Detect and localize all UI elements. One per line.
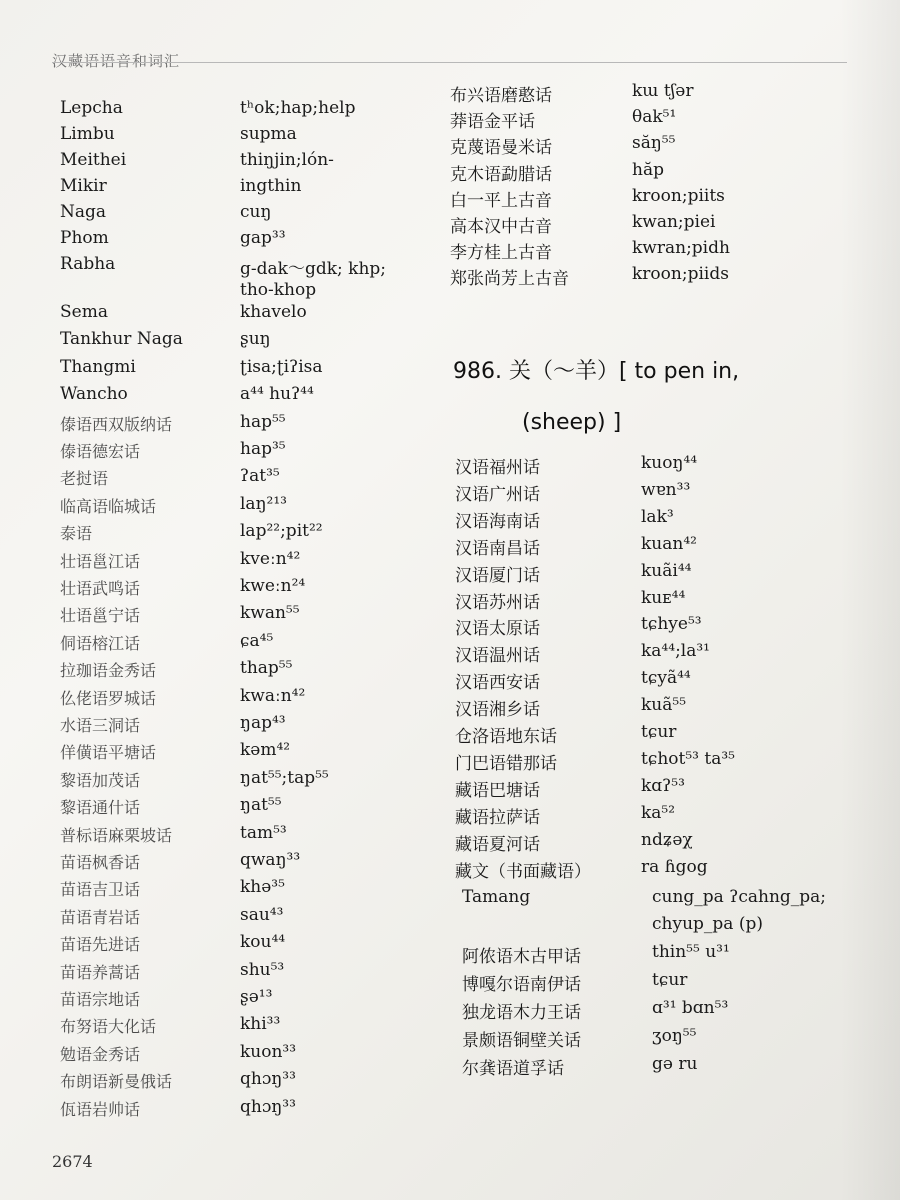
- header-rule: [52, 62, 847, 63]
- entry-language: 汉语福州话: [455, 458, 540, 478]
- entry-form: tʰok;hap;help: [240, 98, 356, 118]
- entry-language: 藏文（书面藏语）: [455, 861, 591, 882]
- entry-language: 壮语邕江话: [60, 551, 141, 571]
- entry-language: 佤语岩帅话: [60, 1099, 141, 1119]
- entry-form: supma: [240, 124, 297, 144]
- entry-form: kroon;piits: [632, 185, 725, 206]
- entry-language: 李方桂上古音: [450, 243, 552, 264]
- entry-form: thiŋjin;lón-: [240, 150, 334, 170]
- entry-form: ʂə¹³: [240, 987, 273, 1007]
- entry-form: ʈisa;ʈiʔisa: [240, 356, 323, 377]
- entry-form: lak³: [641, 506, 674, 527]
- entry-form: kuon³³: [240, 1041, 297, 1062]
- entry-language: 苗语养蒿话: [60, 962, 141, 982]
- entry-form: thin⁵⁵ u³¹: [652, 942, 730, 962]
- entry-form: θak⁵¹: [632, 107, 677, 128]
- entry-language: 普标语麻栗坡话: [60, 825, 173, 845]
- entry-form: ka⁴⁴;la³¹: [641, 641, 710, 662]
- entry-form: kveːn⁴²: [240, 548, 301, 569]
- entry-language: 高本汉中古音: [450, 217, 552, 237]
- entry-form: kuãi⁴⁴: [641, 560, 692, 581]
- entry-language: 壮语邕宁话: [60, 606, 141, 626]
- entry-language: 老挝语: [60, 469, 109, 489]
- entry-language: 布努语大化话: [60, 1017, 157, 1037]
- entry-language: Tankhur Naga: [60, 329, 183, 350]
- entry-language: 克木语勐腊话: [450, 164, 552, 185]
- entry-language: 苗语宗地话: [60, 990, 141, 1009]
- entry-language: 傣语西双版纳话: [60, 414, 173, 434]
- entry-form: ʂuŋ: [240, 329, 271, 350]
- entry-form: a⁴⁴ huʔ⁴⁴: [240, 384, 314, 405]
- entry-form: hap⁵⁵: [240, 411, 286, 432]
- entry-language: 汉语苏州话: [455, 592, 540, 613]
- running-header: 汉藏语语音和词汇: [52, 52, 181, 70]
- entry-form: kroon;piids: [632, 264, 729, 285]
- entry-form: tam⁵³: [240, 822, 287, 843]
- entry-language: 独龙语木力王话: [462, 1003, 581, 1023]
- entry-language: 汉语温州话: [455, 646, 540, 667]
- entry-language: 克蔑语曼米话: [450, 138, 552, 159]
- entry-language: Sema: [60, 302, 108, 322]
- entry-language: 汉语太原话: [455, 619, 540, 640]
- entry-language: 汉语西安话: [455, 673, 540, 694]
- page-number: 2674: [52, 1152, 93, 1171]
- entry-language: 莽语金平话: [450, 112, 535, 133]
- entry-language: Wancho: [60, 384, 128, 405]
- entry-form: kuan⁴²: [641, 533, 697, 554]
- entry-language: 黎语通什话: [60, 798, 141, 818]
- entry-language: 汉语海南话: [455, 511, 540, 532]
- entry-form: kwan⁵⁵: [240, 603, 300, 624]
- entry-form: hăp: [632, 159, 664, 180]
- entry-form: tɕyã⁴⁴: [641, 668, 691, 689]
- entry-form: khə³⁵: [240, 877, 285, 898]
- entry-language: 景颇语铜壁关话: [462, 1031, 581, 1051]
- entry-form: kɯ tʃər: [632, 81, 694, 101]
- entry-language: 汉语南昌话: [455, 538, 540, 559]
- entry-form: kou⁴⁴: [240, 932, 286, 953]
- entry-form: ŋat⁵⁵;tap⁵⁵: [240, 767, 329, 788]
- entry-form: ŋap⁴³: [240, 713, 286, 733]
- entry-form: ingthin: [240, 176, 302, 196]
- entry-form: ra ɦgog: [641, 856, 708, 877]
- entry-language: 勉语金秀话: [60, 1044, 141, 1064]
- entry-language: 水语三洞话: [60, 716, 141, 735]
- entry-form: ŋat⁵⁵: [240, 795, 282, 816]
- entry-form: kwaːn⁴²: [240, 685, 306, 706]
- entry-form: kuᴇ⁴⁴: [641, 587, 686, 608]
- entry-form: ka⁵²: [641, 802, 676, 823]
- entry-language: 布兴语磨憨话: [450, 86, 552, 106]
- entry-form: gap³³: [240, 228, 286, 248]
- entry-language: 拉珈语金秀话: [60, 661, 157, 681]
- entry-language: 阿侬语木古甲话: [462, 947, 581, 967]
- entry-language: Mikir: [60, 176, 107, 196]
- entry-form: qhɔŋ³³: [240, 1096, 296, 1117]
- entry-form: kuoŋ⁴⁴: [641, 453, 698, 473]
- entry-form: hap³⁵: [240, 439, 286, 459]
- entry-language: 壮语武鸣话: [60, 579, 141, 598]
- entry-language: 苗语枫香话: [60, 853, 141, 872]
- entry-form: gə ru: [652, 1054, 698, 1074]
- entry-form: qhɔŋ³³: [240, 1069, 296, 1090]
- entry-form: ɕa⁴⁵: [240, 630, 274, 651]
- entry-language: 侗语榕江话: [60, 633, 141, 653]
- entry-form: qwaŋ³³: [240, 850, 301, 870]
- entry-language: 泰语: [60, 524, 93, 544]
- entry-form: lap²²;pit²²: [240, 521, 323, 542]
- entry-language: 门巴语错那话: [455, 753, 557, 774]
- entry-language: 苗语先进话: [60, 935, 141, 955]
- entry-form: sau⁴³: [240, 904, 284, 925]
- entry-language: Rabha: [60, 254, 116, 274]
- entry-form: chyup_pa (p): [652, 914, 763, 934]
- entry-form: kwan;piei: [632, 212, 716, 232]
- entry-language: 苗语吉卫话: [60, 880, 141, 900]
- entry-form: kuã⁵⁵: [641, 695, 687, 716]
- entry-form: kwran;pidh: [632, 238, 730, 259]
- entry-language: 汉语湘乡话: [455, 700, 540, 721]
- entry-form: tɕur: [652, 970, 688, 990]
- entry-language: 临高语临城话: [60, 496, 157, 516]
- entry-language: Limbu: [60, 124, 115, 144]
- entry-language: 藏语夏河话: [455, 834, 540, 855]
- entry-form: shu⁵³: [240, 959, 285, 980]
- entry-form: laŋ²¹³: [240, 493, 287, 514]
- entry-language: 汉语广州话: [455, 484, 540, 505]
- entry-language: 藏语拉萨话: [455, 807, 540, 828]
- entry-language: Tamang: [462, 887, 531, 907]
- entry-language: 傣语德宏话: [60, 442, 141, 461]
- entry-form: tho-khop: [240, 280, 317, 300]
- entry-language: 苗语青岩话: [60, 907, 141, 927]
- entry-form: kweːn²⁴: [240, 576, 306, 596]
- section-title-line1: 986. 关（～羊）[ to pen in,: [453, 359, 740, 384]
- entry-form: kɑʔ⁵³: [641, 775, 685, 796]
- entry-language: Phom: [60, 228, 109, 248]
- entry-form: ɑ³¹ bɑn⁵³: [652, 998, 729, 1018]
- entry-language: 佯僙语平塘话: [60, 743, 157, 763]
- entry-form: tɕur: [641, 722, 677, 742]
- entry-form: cung_pa ʔcahng_pa;: [652, 887, 827, 907]
- entry-form: ʔat³⁵: [240, 466, 280, 487]
- entry-language: 仓洛语地东话: [455, 727, 557, 747]
- entry-form: khavelo: [240, 302, 307, 322]
- entry-language: 白一平上古音: [450, 190, 552, 211]
- section-title-line2: (sheep) ]: [522, 410, 622, 435]
- entry-form: g-dak～gdk; khp;: [240, 259, 387, 279]
- entry-language: 仫佬语罗城话: [60, 688, 157, 708]
- entry-form: thap⁵⁵: [240, 658, 293, 679]
- page-edge-shadow: [840, 0, 900, 1200]
- entry-form: tɕhot⁵³ ta³⁵: [641, 748, 735, 769]
- entry-language: Meithei: [60, 150, 127, 170]
- entry-language: 尔龚语道孚话: [462, 1059, 564, 1079]
- entry-form: săŋ⁵⁵: [632, 133, 676, 154]
- entry-language: 藏语巴塘话: [455, 780, 540, 801]
- entry-language: 博嘎尔语南伊话: [462, 975, 581, 995]
- entry-language: 黎语加茂话: [60, 770, 141, 790]
- entry-language: 郑张尚芳上古音: [450, 269, 569, 290]
- entry-form: wɐn³³: [641, 479, 691, 500]
- entry-form: khi³³: [240, 1014, 281, 1035]
- entry-language: 汉语厦门话: [455, 565, 540, 586]
- entry-language: Lepcha: [60, 98, 123, 118]
- entry-form: ʒoŋ⁵⁵: [652, 1026, 697, 1046]
- entry-language: Naga: [60, 202, 107, 222]
- entry-language: Thangmi: [60, 356, 136, 377]
- entry-language: 布朗语新曼俄话: [60, 1072, 173, 1092]
- entry-form: kəm⁴²: [240, 740, 291, 761]
- entry-form: ndʑəχ: [641, 829, 693, 850]
- entry-form: cuŋ: [240, 202, 272, 222]
- entry-form: tɕhye⁵³: [641, 614, 702, 635]
